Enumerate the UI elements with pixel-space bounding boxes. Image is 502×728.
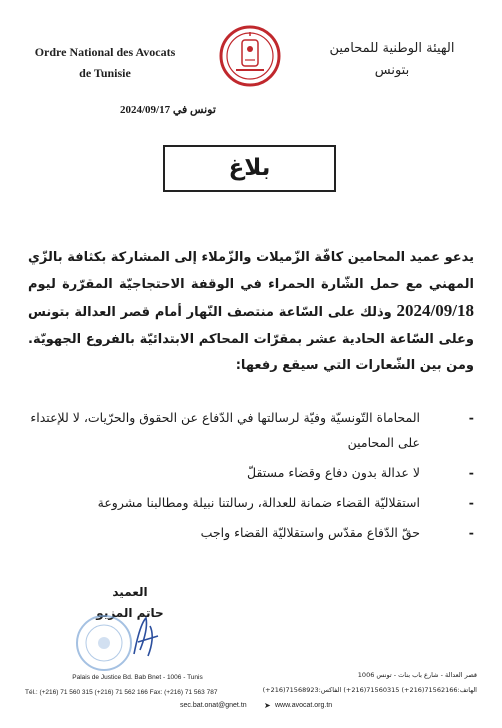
announcement-body — [28, 245, 474, 380]
org-name-ar: الهيئة الوطنية للمحامين — [329, 41, 455, 56]
footer-address-fr: Palais de Justice Bd. Bab Bnet - 1006 - Tunis — [72, 674, 203, 681]
footer-website[interactable]: www.avocat.org.tn — [275, 702, 333, 709]
footer-french — [25, 670, 250, 700]
org-name-fr: Ordre National des Avocats — [34, 45, 176, 59]
slogan-item: - لا عدالة بدون دفاع وقضاء مستقلّ — [28, 460, 474, 485]
signatory-name: حاتم المزيو — [96, 606, 164, 620]
org-city-fr: de Tunisie — [79, 66, 131, 80]
header-arabic — [312, 38, 472, 82]
body-text-1: يدعو عميد المحامين كافّة الزّميلات والزّملاء إلى المشاركة بكثافة بالزّي المهني مع حمل الشّارة الحمراء في الوقفة الاحتجاجيّة المقرّرة ليوم — [28, 250, 474, 292]
slogan-item: - المحاماة التّونسيّة وفيّة لرسالتها في الدّفاع عن الحقوق والحرّيات، لا للإعتداء على المحامين — [28, 405, 474, 455]
body-text-2: وذلك على السّاعة منتصف النّهار أمام قصر العدالة بتونس وعلى السّاعة الحادية عشر بمقرّات المحاكم الابتدائيّة بالفروع الجهويّة. ومن بين الشّعارات التي سيقع رفعها: — [28, 305, 474, 373]
slogan-item: - حقّ الدّفاع مقدّس واستقلاليّة القضاء واجب — [28, 520, 474, 545]
announcement-title: بلاغ — [163, 145, 336, 192]
handwritten-signature — [128, 614, 162, 660]
slogan-item: - استقلاليّة القضاء ضمانة للعدالة، رسالتنا نبيلة ومطالبنا مشروعة — [28, 490, 474, 515]
signatory-role: العميد — [112, 585, 148, 599]
footer-phones-fr: Tél.: (+216) 71 560 315 (+216) 71 562 166 Fax: (+216) 71 563 787 — [25, 689, 218, 696]
footer-contact — [0, 700, 502, 716]
org-city-ar: بتونس — [374, 63, 410, 78]
footer-email[interactable]: sec.bat.onat@gnet.tn — [180, 702, 247, 709]
header-french — [30, 42, 180, 84]
official-stamp — [74, 613, 134, 673]
document-date: تونس في 2024/09/17 — [120, 104, 216, 116]
footer-arabic — [247, 668, 477, 698]
arrow-icon: ➤ — [264, 701, 271, 710]
footer-phones-ar: الهاتف:71562166(216+) 71560315(216+) الفاكس:71568923(216+) — [262, 686, 477, 694]
slogan-list — [28, 405, 474, 550]
protest-date: 2024/09/18 — [396, 301, 474, 320]
footer-address-ar: قصر العدالة - شارع باب بنات - تونس 1006 — [357, 671, 477, 679]
bar-association-logo — [219, 22, 281, 90]
